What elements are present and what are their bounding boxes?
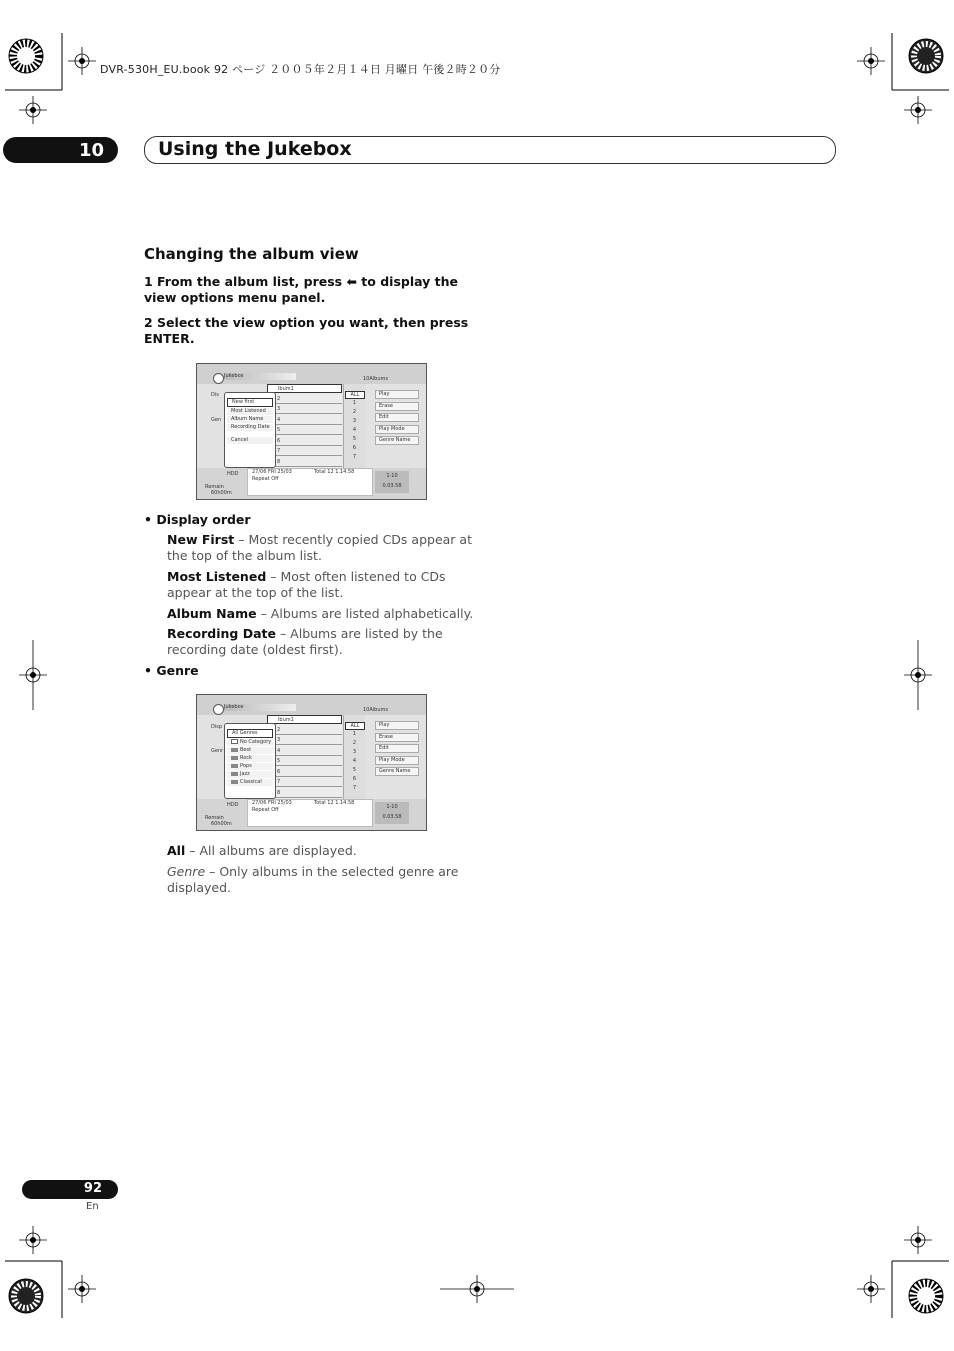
list-number: 3 bbox=[352, 418, 357, 424]
list-item: 2 bbox=[267, 395, 342, 404]
definition-album-name bbox=[167, 606, 487, 622]
album-count: 10Albums bbox=[363, 707, 388, 713]
page-language: En bbox=[86, 1201, 99, 1212]
list-item: lbum1 bbox=[267, 715, 342, 724]
list-item: 5 bbox=[267, 757, 342, 766]
page-number-badge bbox=[22, 1180, 118, 1199]
popup-item-label: Rock bbox=[240, 755, 252, 761]
list-item: 4 bbox=[267, 416, 342, 425]
side-menu bbox=[375, 390, 419, 448]
genre-heading: • Genre bbox=[144, 663, 199, 678]
description: – Most often listened to CDs appear at the top of the list. bbox=[167, 569, 446, 600]
total-text: Total 12 1.14.58 bbox=[314, 469, 355, 475]
popup-item: Most Listened bbox=[227, 408, 273, 415]
list-item: 4 bbox=[267, 747, 342, 756]
remain-label bbox=[205, 815, 232, 827]
range-box bbox=[375, 471, 409, 493]
popup-item-label: Best bbox=[240, 747, 252, 753]
description: – All albums are displayed. bbox=[185, 843, 357, 858]
total-text: Total 12 1.14.58 bbox=[314, 800, 355, 806]
date-text: 27/06 FRI 25/03 bbox=[252, 800, 292, 806]
range-text: 1-10 bbox=[386, 473, 398, 479]
hdd-label: HDD bbox=[227, 802, 239, 808]
info-panel bbox=[247, 468, 373, 496]
number-column bbox=[343, 384, 365, 468]
date-text: 27/06 FRI 25/03 bbox=[252, 469, 292, 475]
popup-item-label: Classical bbox=[240, 779, 262, 785]
description: – Most recently copied CDs appear at the top of the album list. bbox=[167, 532, 472, 563]
popup-item-label: No Category bbox=[240, 739, 272, 745]
genre-popup bbox=[224, 723, 276, 799]
remain-text: Remain bbox=[205, 815, 224, 821]
list-number: 5 bbox=[352, 767, 357, 773]
popup-item: All Genres bbox=[227, 729, 273, 738]
number-column bbox=[343, 715, 365, 799]
screen-status-bar bbox=[197, 799, 426, 830]
chapter-title-bar bbox=[144, 136, 836, 164]
range-text: 1-10 bbox=[386, 804, 398, 810]
remain-time: 60h00m bbox=[211, 490, 232, 496]
definition-genre bbox=[167, 864, 487, 896]
popup-item bbox=[227, 739, 273, 746]
list-item: lbum1 bbox=[267, 384, 342, 393]
list-number: 1 bbox=[352, 731, 357, 737]
list-number: 4 bbox=[352, 427, 357, 433]
popup-item bbox=[227, 779, 273, 786]
hdd-label: HDD bbox=[227, 471, 239, 477]
list-number: 6 bbox=[352, 445, 357, 451]
popup-item: Album Name bbox=[227, 416, 273, 423]
range-time: 0.03.58 bbox=[382, 814, 402, 820]
popup-item: Recording Date bbox=[227, 424, 273, 431]
definition-recording-date bbox=[167, 626, 487, 658]
menu-item: Play Mode bbox=[375, 425, 419, 434]
list-item: 7 bbox=[267, 778, 342, 787]
list-item: 6 bbox=[267, 768, 342, 777]
side-label: Dis bbox=[211, 392, 219, 398]
range-box bbox=[375, 802, 409, 824]
term: Recording Date bbox=[167, 626, 276, 641]
list-number: 5 bbox=[352, 436, 357, 442]
popup-item bbox=[227, 771, 273, 778]
chapter-number: 10 bbox=[78, 140, 104, 161]
section-title: Changing the album view bbox=[144, 245, 359, 263]
screenshot-display-order bbox=[196, 363, 427, 500]
screen-status-bar bbox=[197, 468, 426, 499]
repeat-text: Repeat Off bbox=[252, 807, 279, 813]
view-options-popup bbox=[224, 392, 276, 468]
menu-item: Genre Name bbox=[375, 767, 419, 776]
menu-item: Play bbox=[375, 390, 419, 399]
list-number: 2 bbox=[352, 409, 357, 415]
list-number: 6 bbox=[352, 776, 357, 782]
description: – Albums are listed alphabetically. bbox=[256, 606, 474, 621]
menu-item: Erase bbox=[375, 733, 419, 742]
popup-item: Cancel bbox=[227, 437, 273, 444]
description: – Only albums in the selected genre are displayed. bbox=[167, 864, 459, 895]
side-label: Gen bbox=[211, 417, 222, 423]
list-number: 2 bbox=[352, 740, 357, 746]
popup-item-label: Pops bbox=[240, 763, 252, 769]
menu-item: Edit bbox=[375, 413, 419, 422]
term: Album Name bbox=[167, 606, 257, 621]
range-time: 0.03.58 bbox=[382, 483, 402, 489]
jukebox-icon bbox=[213, 704, 224, 715]
remain-time: 60h00m bbox=[211, 821, 232, 827]
list-item: 3 bbox=[267, 736, 342, 745]
screenshot-genre bbox=[196, 694, 427, 831]
menu-item: Play bbox=[375, 721, 419, 730]
list-item: 8 bbox=[267, 789, 342, 798]
term: New First bbox=[167, 532, 235, 547]
list-item: 8 bbox=[267, 458, 342, 467]
display-order-heading: • Display order bbox=[144, 512, 251, 527]
jukebox-label: Jukebox bbox=[224, 704, 296, 711]
list-item: 2 bbox=[267, 726, 342, 735]
description: – Albums are listed by the recording date (oldest first). bbox=[167, 626, 443, 657]
list-number: 1 bbox=[352, 400, 357, 406]
album-list bbox=[267, 715, 342, 799]
definition-all bbox=[167, 843, 487, 859]
popup-item: New first bbox=[227, 398, 273, 407]
page-number: 92 bbox=[83, 1181, 102, 1196]
list-item: 3 bbox=[267, 405, 342, 414]
definition-new-first bbox=[167, 532, 487, 564]
term: All bbox=[167, 843, 186, 858]
remain-label bbox=[205, 484, 232, 496]
step-1: 1 From the album list, press ⬅ to display the view options menu panel. bbox=[144, 274, 459, 305]
step-2: 2 Select the view option you want, then press ENTER. bbox=[144, 315, 469, 346]
term: Genre bbox=[167, 864, 206, 879]
popup-item bbox=[227, 747, 273, 754]
popup-item bbox=[227, 763, 273, 770]
album-list bbox=[267, 384, 342, 468]
side-menu bbox=[375, 721, 419, 779]
list-item: 7 bbox=[267, 447, 342, 456]
repeat-text: Repeat Off bbox=[252, 476, 279, 482]
menu-item: Erase bbox=[375, 402, 419, 411]
list-number: 7 bbox=[352, 454, 357, 460]
info-panel bbox=[247, 799, 373, 827]
chapter-number-badge bbox=[3, 137, 118, 163]
side-label: Genr bbox=[211, 748, 224, 754]
menu-item: Edit bbox=[375, 744, 419, 753]
all-box: ALL bbox=[345, 391, 365, 399]
term: Most Listened bbox=[167, 569, 267, 584]
remain-text: Remain bbox=[205, 484, 224, 490]
popup-item bbox=[227, 755, 273, 762]
definition-most-listened bbox=[167, 569, 487, 601]
list-item: 6 bbox=[267, 437, 342, 446]
list-number: 3 bbox=[352, 749, 357, 755]
jukebox-icon bbox=[213, 373, 224, 384]
album-count: 10Albums bbox=[363, 376, 388, 382]
print-header: DVR-530H_EU.book 92 ページ ２００５年２月１４日 月曜日 午後２時２０分 bbox=[100, 63, 501, 76]
jukebox-label: Jukebox bbox=[224, 373, 296, 380]
list-number: 7 bbox=[352, 785, 357, 791]
menu-item: Play Mode bbox=[375, 756, 419, 765]
list-number: 4 bbox=[352, 758, 357, 764]
list-item: 5 bbox=[267, 426, 342, 435]
all-box: ALL bbox=[345, 722, 365, 730]
chapter-title: Using the Jukebox bbox=[158, 138, 352, 160]
popup-item-label: Jazz bbox=[240, 771, 250, 777]
menu-item: Genre Name bbox=[375, 436, 419, 445]
side-label: Disp bbox=[211, 724, 223, 730]
